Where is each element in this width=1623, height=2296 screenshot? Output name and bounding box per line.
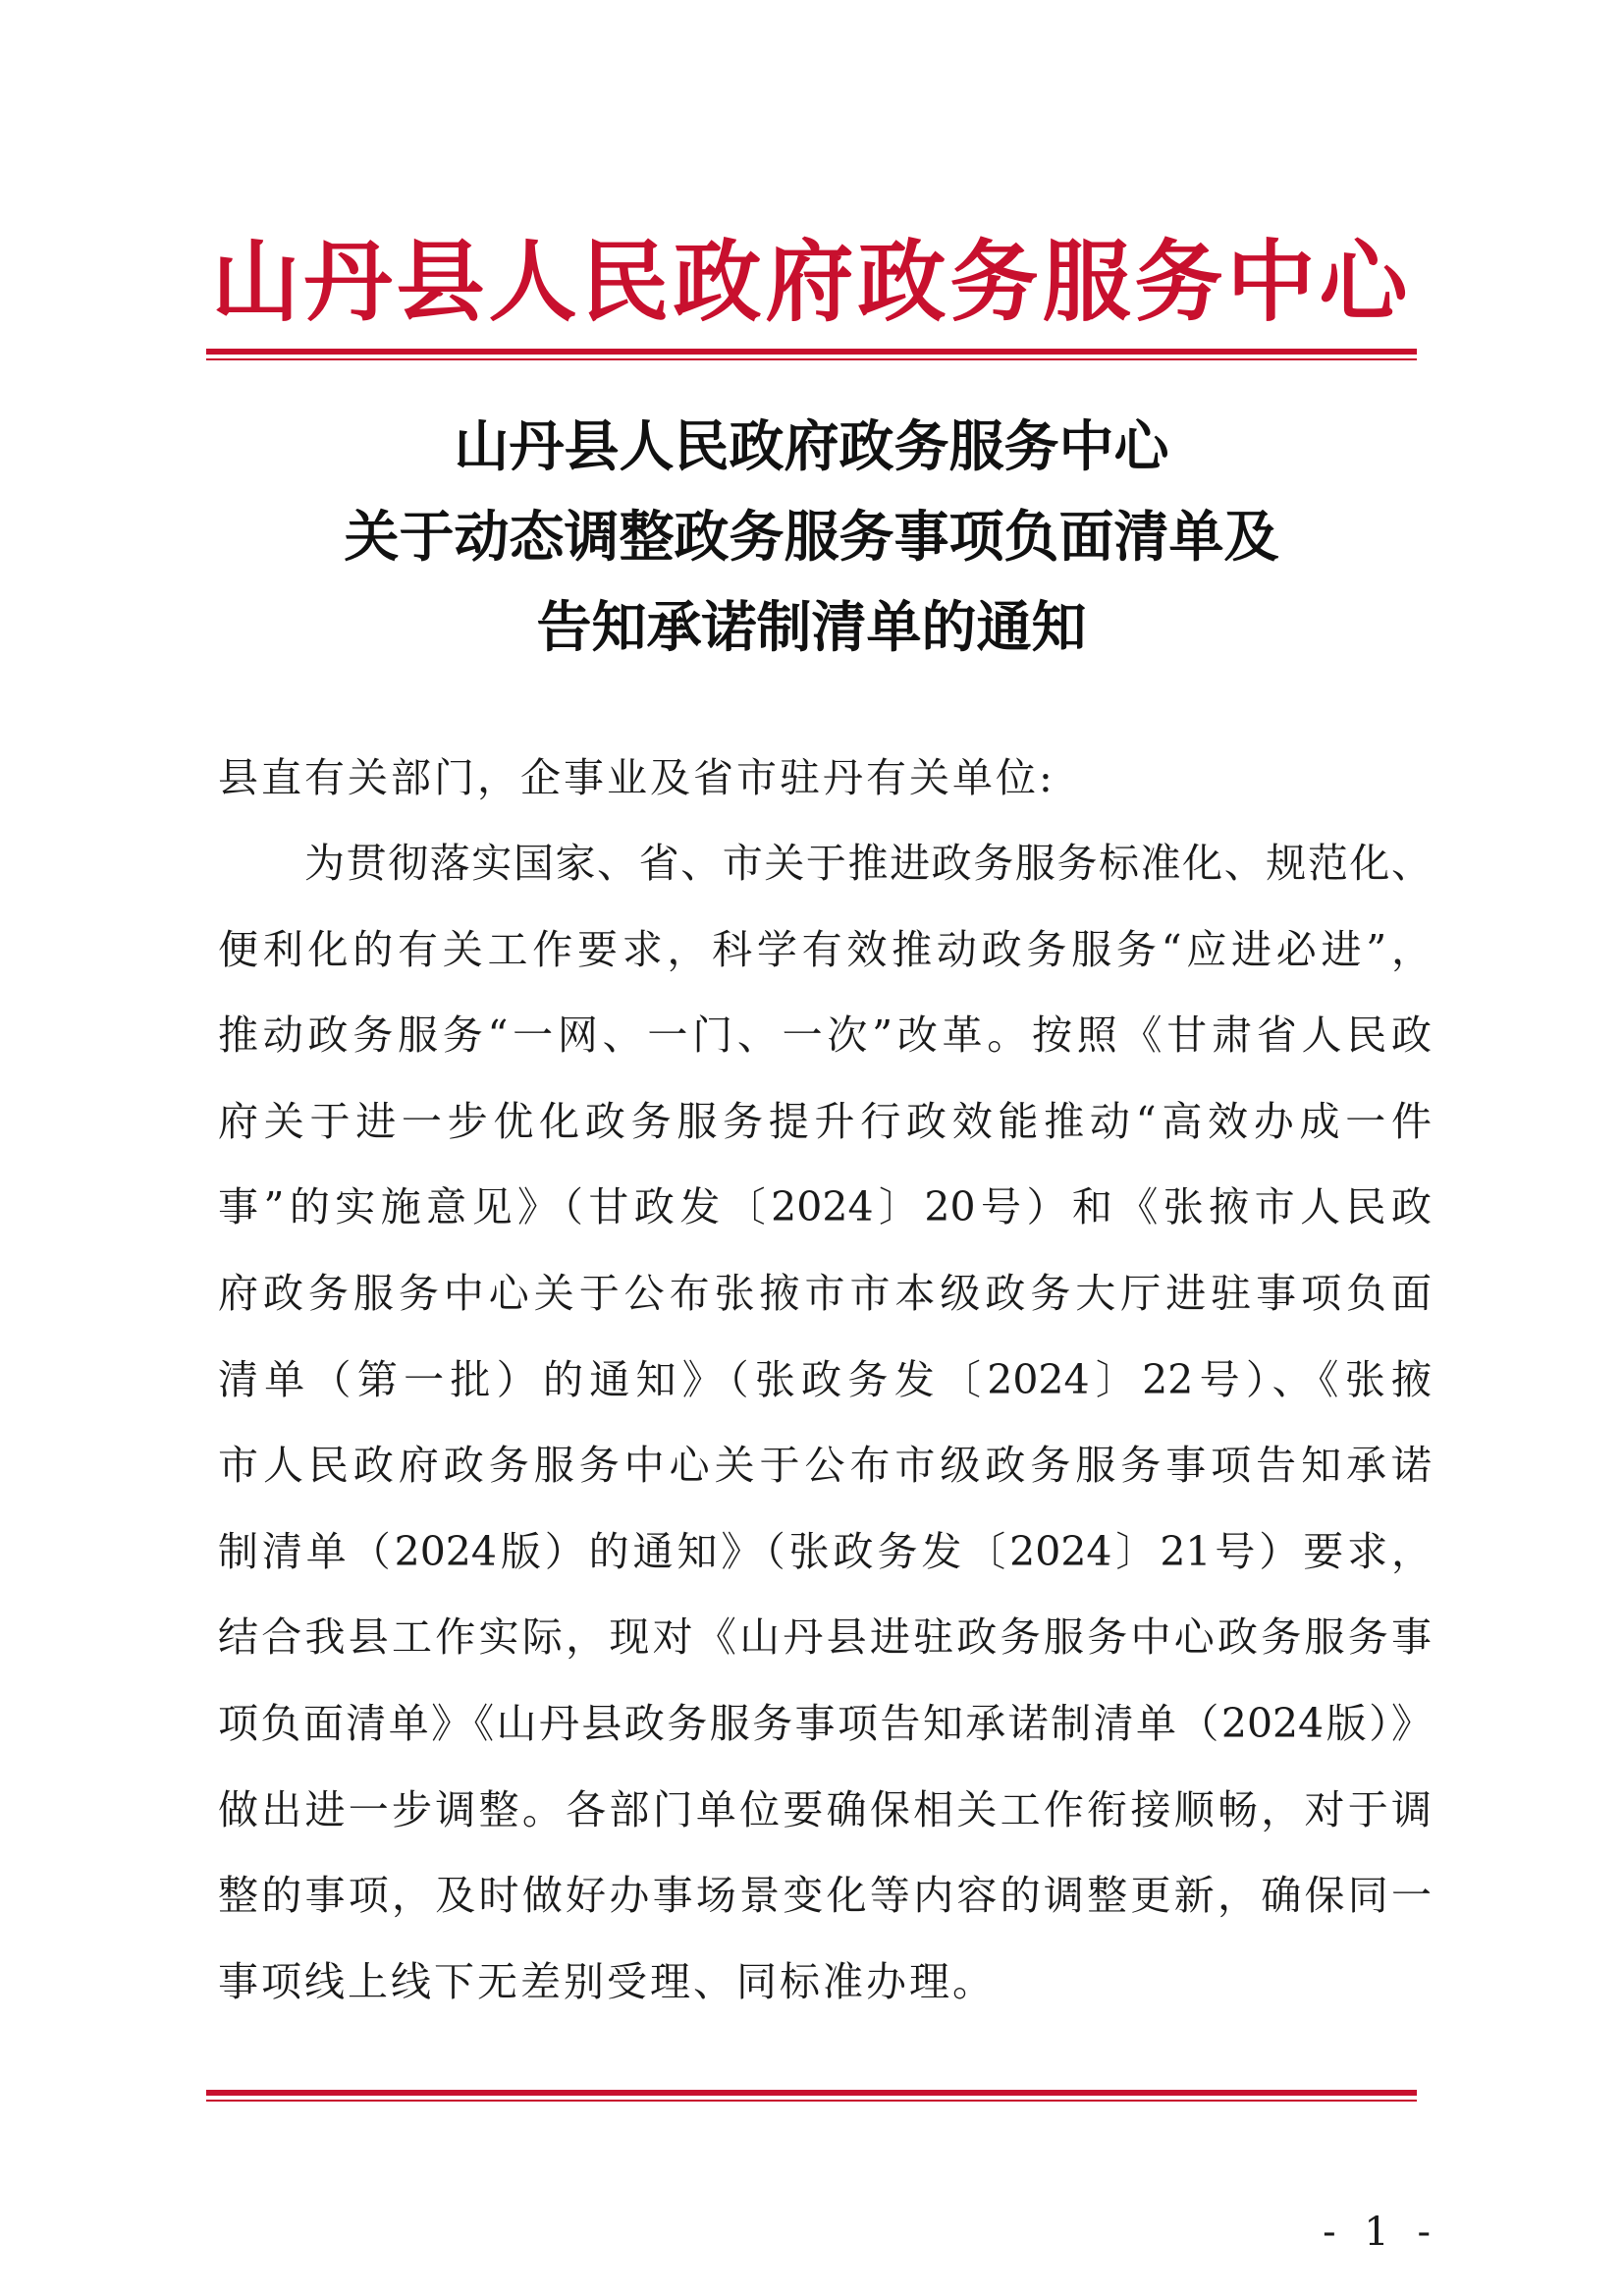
body-line: 推动政务服务“一网、一门、一次”改革。按照《甘肃省人民政 [218, 1011, 1432, 1060]
body-line: 事项线上线下无差别受理、同标准办理。 [218, 1957, 996, 2005]
body-line: 整的事项，及时做好办事场景变化等内容的调整更新，确保同一 [218, 1872, 1432, 1920]
page-number: - 1 - [1323, 2210, 1438, 2255]
body-line: 府政务服务中心关于公布张掖市市本级政务大厅进驻事项负面 [218, 1269, 1432, 1317]
body-text [218, 821, 1432, 2025]
body-line: 项负面清单》《山丹县政务服务事项告知承诺制清单（2024版）》 [218, 1699, 1432, 1747]
document-title [206, 403, 1417, 674]
body-line: 市人民政府政务服务中心关于公布市级政务服务事项告知承诺 [218, 1442, 1432, 1490]
body-line: 府关于进一步优化政务服务提升行政效能推动“高效办成一件 [218, 1097, 1432, 1145]
body-line: 做出进一步调整。各部门单位要确保相关工作衔接顺畅，对于调 [218, 1785, 1432, 1833]
salutation: 县直有关部门，企事业及省市驻丹有关单位: [218, 754, 1055, 801]
title-line: 关于动态调整政务服务事项负面清单及 [344, 506, 1279, 570]
body-line: 为贯彻落实国家、省、市关于推进政务服务标准化、规范化、 [304, 840, 1432, 887]
body-line: 制清单（2024版）的通知》（张政务发〔2024〕21号）要求， [218, 1527, 1432, 1575]
red-separator-top [206, 349, 1417, 360]
red-header-org-name: 山丹县人民政府政务服务中心 [211, 231, 1412, 334]
body-line: 清单（第一批）的通知》（张政务发〔2024〕22号）、《张掖 [218, 1355, 1432, 1403]
title-line: 告知承诺制清单的通知 [536, 596, 1087, 660]
red-separator-bottom [206, 2090, 1417, 2102]
body-line: 结合我县工作实际，现对《山丹县进驻政务服务中心政务服务事 [218, 1613, 1432, 1662]
body-line: 便利化的有关工作要求，科学有效推动政务服务“应进必进”， [218, 925, 1432, 973]
body-line: 事”的实施意见》（甘政发〔2024〕20号）和《张掖市人民政 [218, 1183, 1432, 1231]
title-line: 山丹县人民政府政务服务中心 [454, 415, 1169, 479]
